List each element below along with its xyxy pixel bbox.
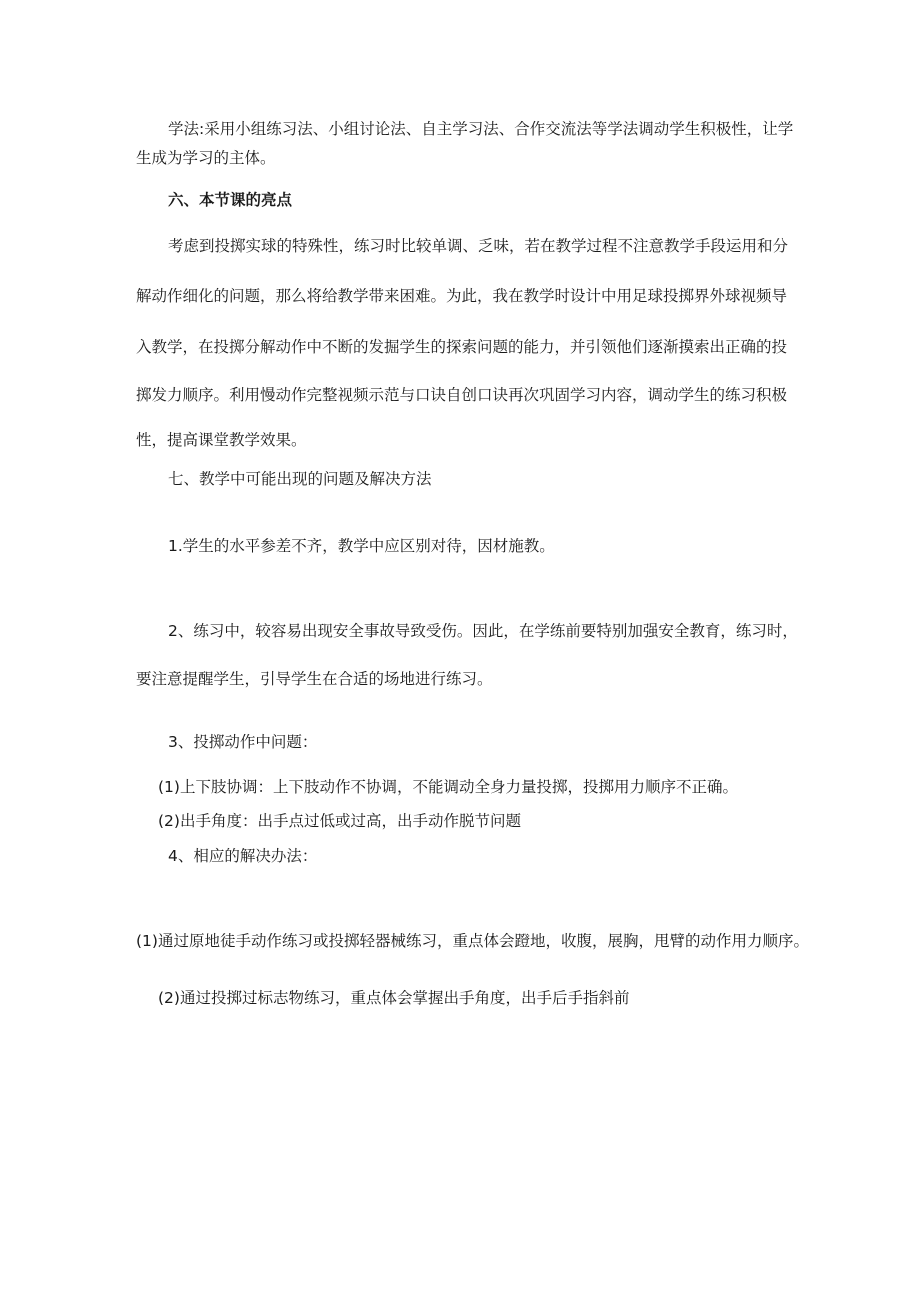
section-7-item-4-sub-1: (1)通过原地徒手动作练习或投掷轻器械练习，重点体会蹬地，收腹，展胸，甩臂的动作用力顺序。 bbox=[136, 932, 809, 950]
study-methods-line-2: 生成为学习的主体。 bbox=[136, 149, 276, 167]
section-6-line-5: 性，提高课堂教学效果。 bbox=[136, 431, 307, 449]
section-6-line-3: 入教学，在投掷分解动作中不断的发掘学生的探索问题的能力，并引领他们逐渐摸索出正确的投 bbox=[136, 338, 788, 356]
section-6-heading: 六、本节课的亮点 bbox=[168, 191, 293, 209]
section-7-heading: 七、教学中可能出现的问题及解决方法 bbox=[168, 470, 432, 488]
study-methods-line-1: 学法:采用小组练习法、小组讨论法、自主学习法、合作交流法等学法调动学生积极性，让学 bbox=[168, 120, 794, 138]
section-7-item-3: 3、投掷动作中问题： bbox=[168, 733, 318, 751]
section-7-item-2-line-1: 2、练习中，较容易出现安全事故导致受伤。因此，在学练前要特别加强安全教育，练习时， bbox=[168, 622, 798, 640]
section-7-item-1: 1.学生的水平参差不齐，教学中应区别对待，因材施教。 bbox=[168, 537, 555, 555]
section-7-item-3-sub-1: (1)上下肢协调：上下肢动作不协调，不能调动全身力量投掷，投掷用力顺序不正确。 bbox=[158, 778, 738, 796]
section-6-line-2: 解动作细化的问题，那么将给教学带来困难。为此，我在教学时设计中用足球投掷界外球视频导 bbox=[136, 287, 788, 305]
section-7-item-2-line-2: 要注意提醒学生，引导学生在合适的场地进行练习。 bbox=[136, 670, 493, 688]
section-6-line-1: 考虑到投掷实球的特殊性，练习时比较单调、乏味，若在教学过程不注意教学手段运用和分 bbox=[168, 237, 789, 255]
section-7-item-4: 4、相应的解决办法： bbox=[168, 847, 318, 865]
section-7-item-4-sub-2: (2)通过投掷过标志物练习，重点体会掌握出手角度，出手后手指斜前 bbox=[158, 989, 630, 1007]
section-6-line-4: 掷发力顺序。利用慢动作完整视频示范与口诀自创口诀再次巩固学习内容，调动学生的练习积极 bbox=[136, 386, 788, 404]
section-7-item-3-sub-2: (2)出手角度：出手点过低或过高，出手动作脱节问题 bbox=[158, 812, 521, 830]
